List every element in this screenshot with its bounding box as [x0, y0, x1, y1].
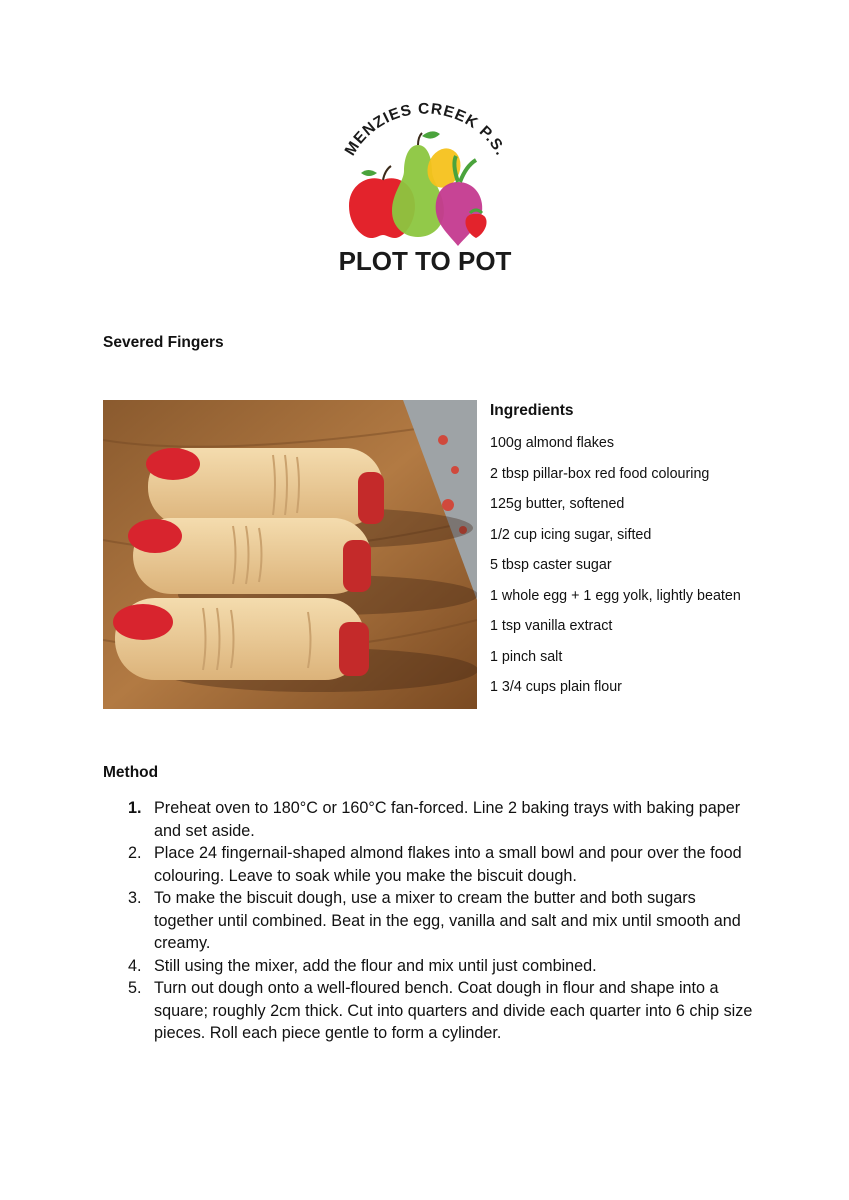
- recipe-title: Severed Fingers: [103, 334, 224, 351]
- ingredient-item: 1 tsp vanilla extract: [490, 618, 613, 634]
- severed-finger-biscuits-photo: [103, 400, 477, 709]
- logo-arc-text: MENZIES CREEK P.S.: [341, 100, 510, 159]
- step-text: Place 24 fingernail-shaped almond flakes into a small bowl and pour over the food colouring. Leave to soak while you make the biscuit dough.: [154, 844, 742, 885]
- ingredient-item: 1 whole egg + 1 egg yolk, lightly beaten: [490, 587, 741, 604]
- method-step: [103, 977, 753, 1045]
- method-steps: [103, 797, 753, 1045]
- ingredient-item: 100g almond flakes: [490, 435, 614, 451]
- finger-biscuit: [146, 448, 384, 526]
- method-heading: Method: [103, 764, 159, 781]
- method-step: [103, 842, 753, 887]
- ingredients-list: [490, 434, 750, 697]
- step-text: Turn out dough onto a well-floured bench. Coat dough in flour and shape into a square; roughly 2cm thick. Cut into quarters and divide each quarter into 6 chip size pieces. Roll each piece gentle to form a cylinder.: [154, 979, 753, 1042]
- step-text: Still using the mixer, add the flour and mix until just combined.: [154, 956, 597, 975]
- school-logo: [328, 100, 522, 282]
- method-step: [103, 887, 753, 955]
- method-step: [103, 955, 753, 978]
- logo-wordmark: PLOT TO POT: [338, 246, 512, 276]
- ingredient-item: 1/2 cup icing sugar, sifted: [490, 526, 652, 543]
- ingredient-item: 1 3/4 cups plain flour: [490, 679, 622, 695]
- step-number: 5.: [128, 979, 142, 997]
- finger-biscuit: [113, 598, 369, 680]
- ingredient-item: 5 tbsp caster sugar: [490, 557, 612, 573]
- ingredients-heading: Ingredients: [490, 402, 574, 419]
- step-text: To make the biscuit dough, use a mixer to cream the butter and both sugars together until combined. Beat in the egg, vanilla and salt and mix until smooth and creamy.: [154, 889, 741, 952]
- method-step: [103, 797, 753, 842]
- step-number: 2.: [128, 844, 142, 862]
- step-text: Preheat oven to 180°C or 160°C fan-forced. Line 2 baking trays with baking paper and set aside.: [154, 799, 741, 840]
- step-number: 1.: [128, 799, 142, 817]
- step-number: 3.: [128, 889, 142, 907]
- ingredients-section: [490, 402, 750, 709]
- ingredient-item: 2 tbsp pillar-box red food colouring: [490, 465, 710, 482]
- ingredient-item: 1 pinch salt: [490, 648, 563, 665]
- step-number: 4.: [128, 956, 142, 975]
- ingredient-item: 125g butter, softened: [490, 496, 625, 512]
- finger-biscuit: [128, 518, 371, 594]
